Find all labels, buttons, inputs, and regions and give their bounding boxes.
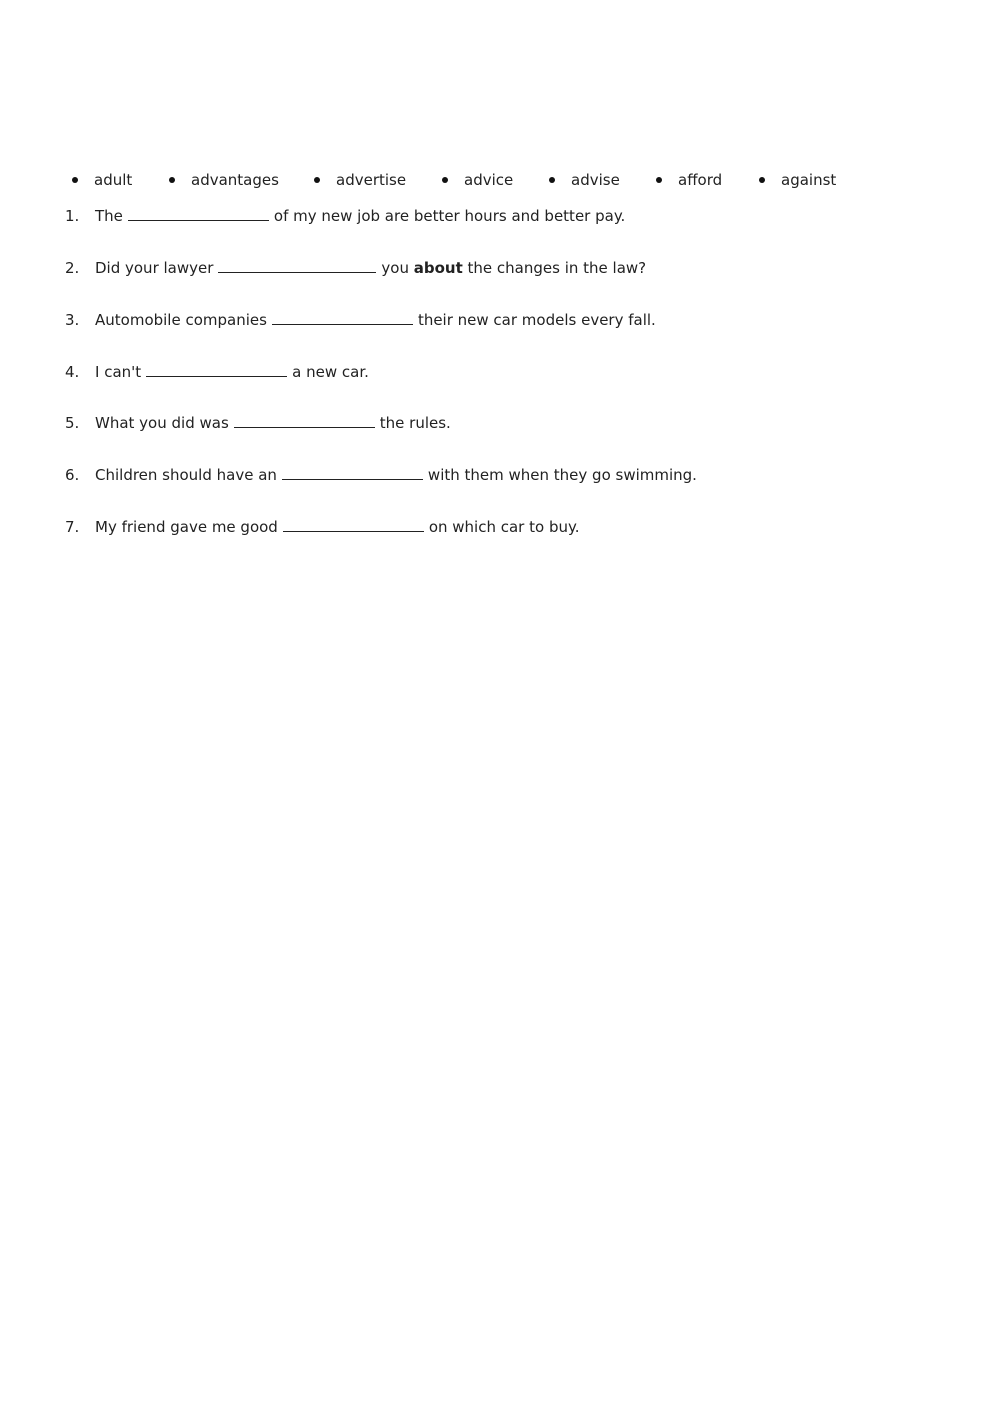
bullet-icon — [656, 177, 662, 183]
word-bank-word: advertise — [336, 171, 407, 189]
question-after-pre: you — [381, 259, 409, 277]
bullet-icon — [442, 177, 448, 183]
bullet-icon — [169, 177, 175, 183]
question-after: with them when they go swimming. — [427, 466, 697, 484]
bullet-icon — [314, 177, 320, 183]
question-text — [95, 257, 646, 279]
word-bank-word: advise — [571, 171, 620, 189]
question-after: a new car. — [292, 363, 369, 381]
word-bank-word: advice — [464, 171, 514, 189]
question-text — [95, 516, 579, 538]
answer-blank[interactable] — [282, 464, 423, 480]
question-after: of my new job are better hours and better pay. — [273, 207, 626, 225]
question-text — [95, 309, 656, 331]
question-before: I can't — [95, 363, 142, 381]
answer-blank[interactable] — [234, 412, 375, 428]
question-text — [95, 464, 697, 486]
question-before: My friend gave me good — [95, 518, 278, 536]
word-bank — [0, 170, 1000, 190]
answer-blank[interactable] — [218, 257, 376, 273]
answer-blank[interactable] — [146, 361, 287, 377]
question-before: Automobile companies — [95, 311, 267, 329]
question-number: 6. — [65, 466, 80, 484]
question-number: 5. — [65, 414, 80, 432]
question-after: on which car to buy. — [428, 518, 580, 536]
question-text — [95, 361, 369, 383]
word-bank-word: against — [781, 171, 837, 189]
answer-blank[interactable] — [272, 309, 413, 325]
question-number: 3. — [65, 311, 80, 329]
answer-blank[interactable] — [283, 516, 424, 532]
question-after: their new car models every fall. — [417, 311, 656, 329]
bullet-icon — [759, 177, 765, 183]
bullet-icon — [549, 177, 555, 183]
word-bank-word: adult — [94, 171, 133, 189]
question-after: the rules. — [379, 414, 451, 432]
word-bank-word: afford — [678, 171, 723, 189]
question-before: Did your lawyer — [95, 259, 214, 277]
question-number: 1. — [65, 207, 80, 225]
question-number: 2. — [65, 259, 80, 277]
word-bank-word: advantages — [191, 171, 279, 189]
question-number: 7. — [65, 518, 80, 536]
question-before: What you did was — [95, 414, 229, 432]
question-bold-word: about — [413, 259, 463, 277]
question-number: 4. — [65, 363, 80, 381]
question-after: the changes in the law? — [467, 259, 647, 277]
question-text — [95, 412, 451, 434]
bullet-icon — [72, 177, 78, 183]
question-text — [95, 205, 625, 227]
question-before: Children should have an — [95, 466, 277, 484]
question-before: The — [95, 207, 123, 225]
answer-blank[interactable] — [128, 205, 269, 221]
